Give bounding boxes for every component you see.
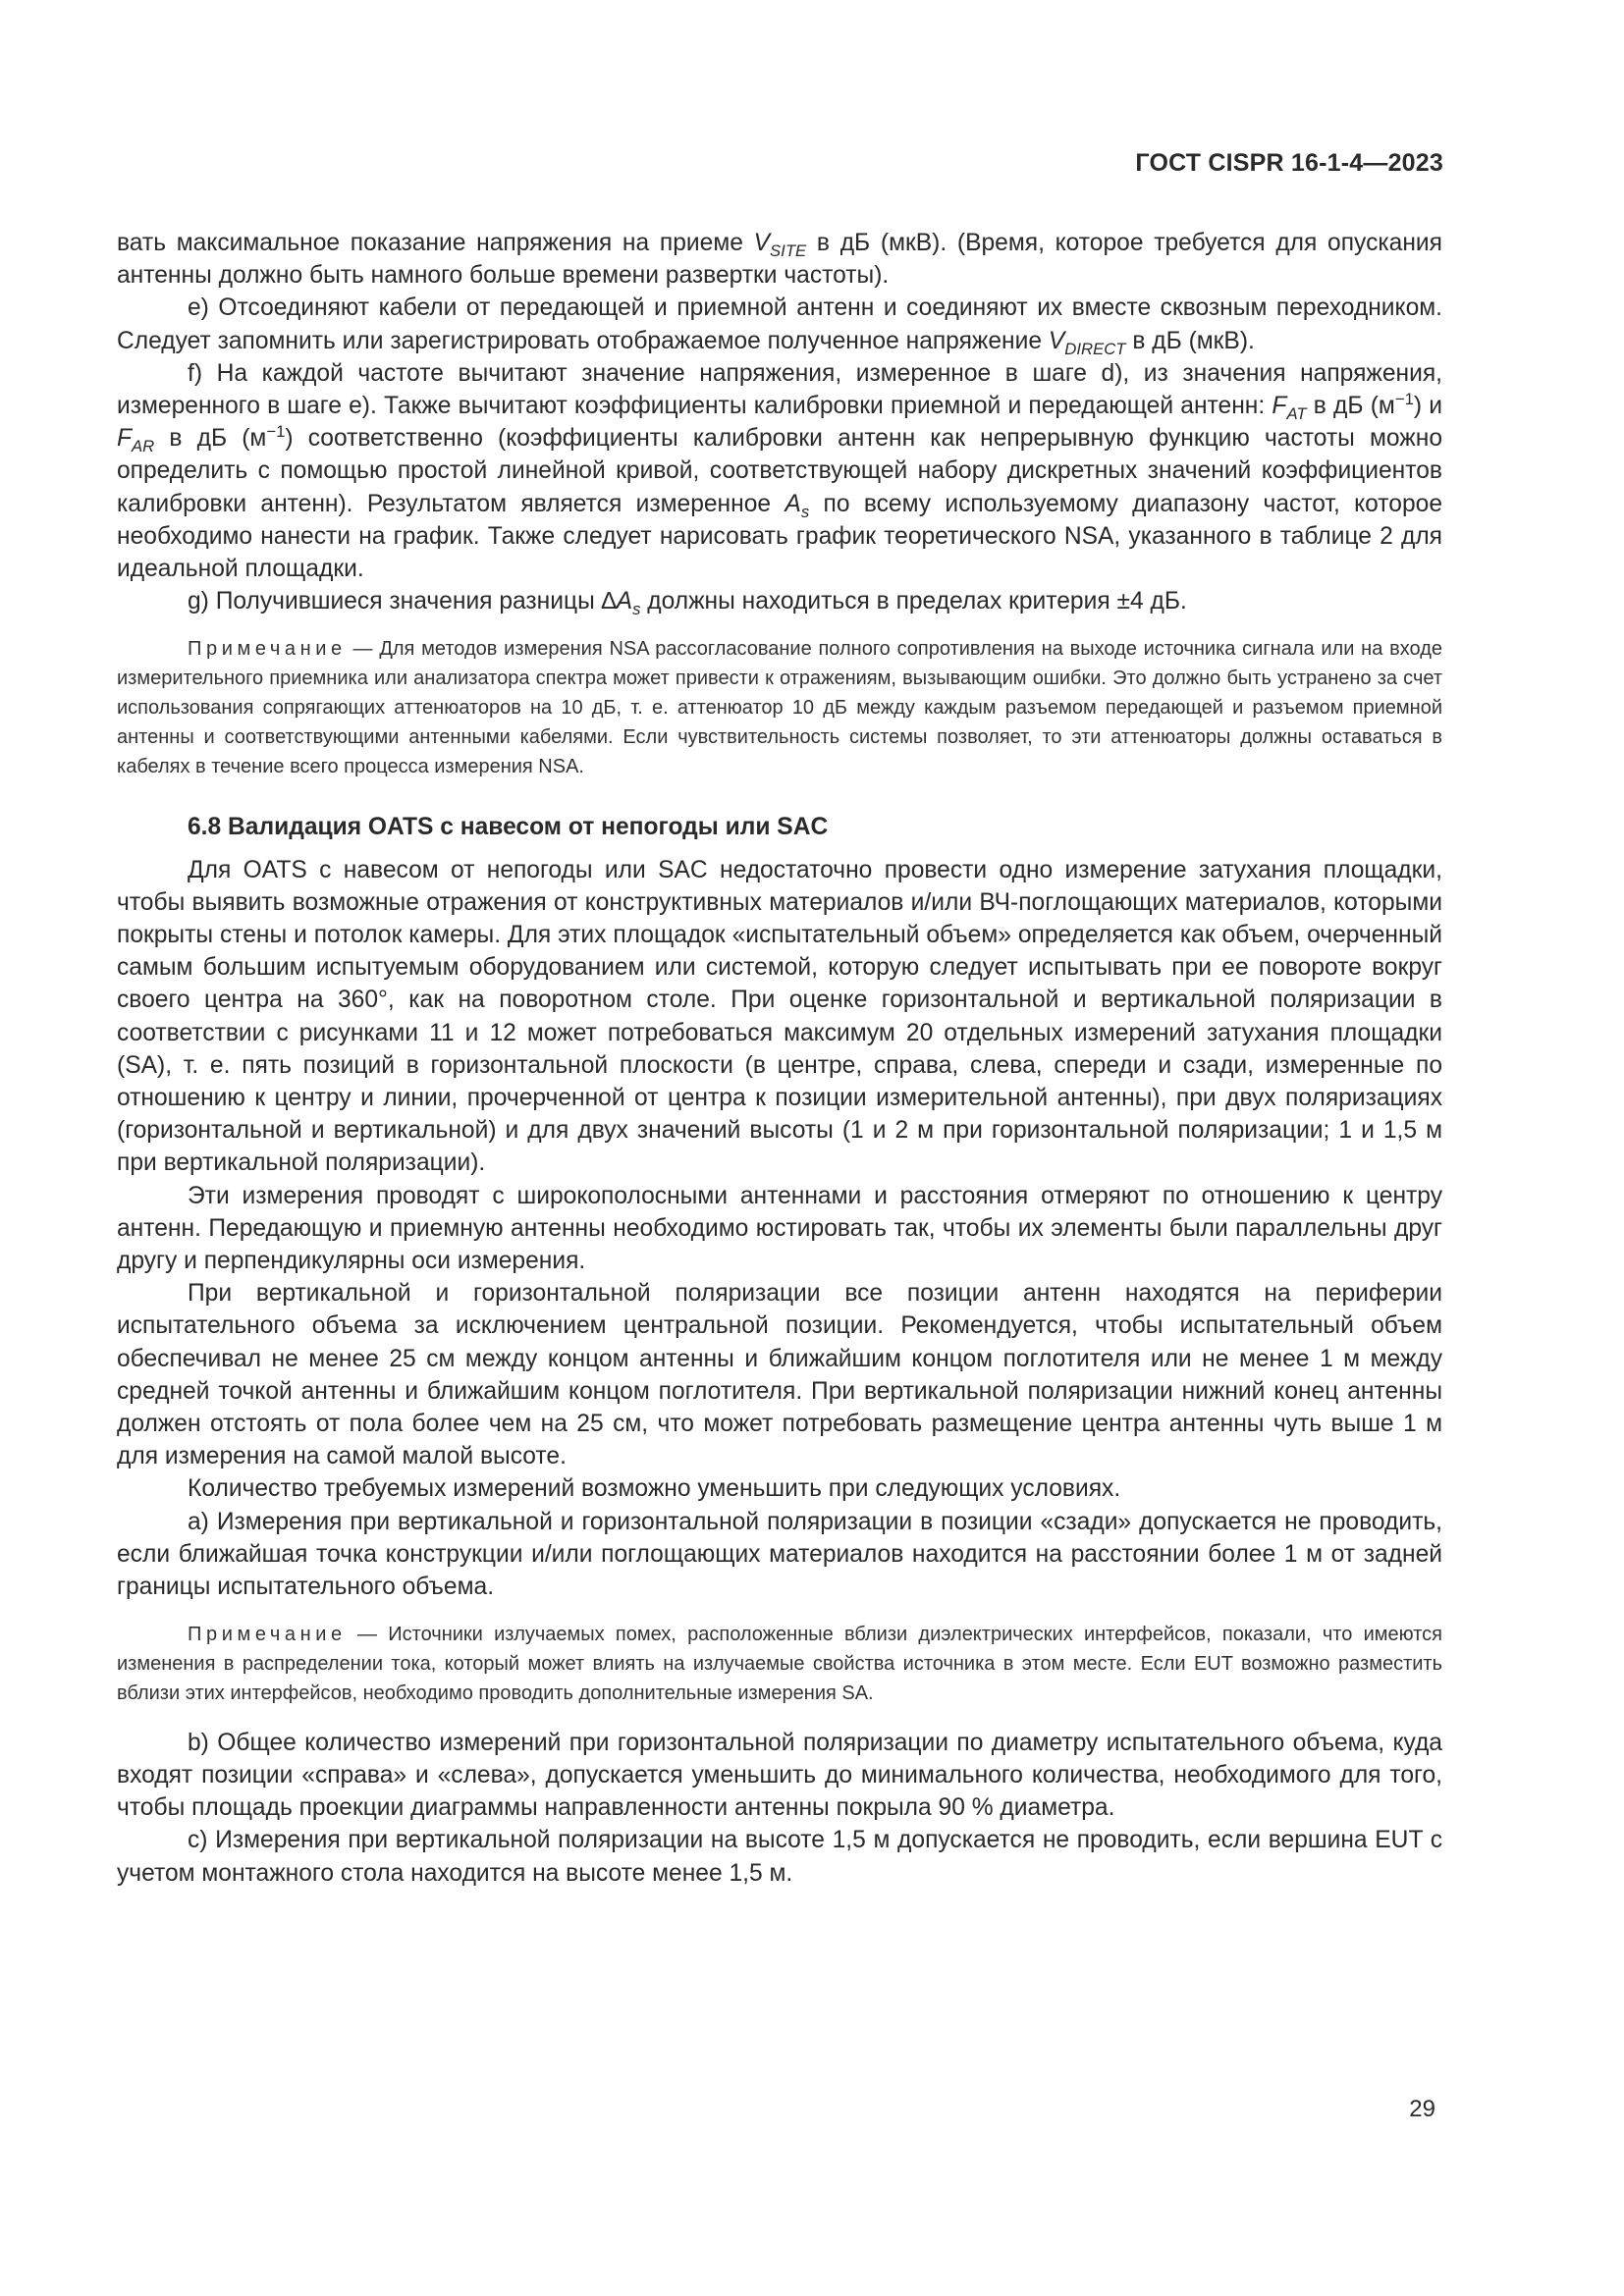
note-label: Примечание [188, 638, 347, 661]
math-v-direct [1048, 327, 1126, 358]
text-run: ) соответственно (коэффициенты калибровки антенн как непрерывную функцию частоты можно определить с помощью простой линейной кривой, соответствующей набору дискретных значений коэффициентов калибровки антенн). Результатом является измеренное [117, 425, 1442, 517]
math-a-s [616, 588, 641, 619]
text-run: e) Отсоединяют кабели от передающей и приемной антенн и соединяют их вместе сквозным переходником. Следует запомнить или зарегистрировать отображаемое полученное напряжение [117, 294, 1442, 354]
math-symbol: F [117, 425, 133, 453]
paragraph-step-e [117, 292, 1442, 356]
text-run: в дБ (мкВ). [1125, 327, 1255, 354]
math-superscript: −1 [266, 422, 286, 442]
paragraph-body-1: Для OATS с навесом от непогоды или SAC недостаточно провести одно измерение затухания площадки, чтобы выявить возможные отражения от конструктивных материалов и/или ВЧ-поглощающих материалов, которыми покрыты стены и потолок камеры. Для этих площадок «испытательный объем» определяется как объем, очерченный самым большим испытуемым оборудованием или системой, которую следует испытывать при ее повороте вокруг своего центра на 360°, как на поворотном столе. При оценке горизонтальной и вертикальной поляризации в соответствии с рисунками 11 и 12 может потребоваться максимум 20 отдельных измерений затухания площадки (SA), т. е. пять позиций в горизонтальной плоскости (в центре, справа, слева, спереди и сзади, измеренные по отношению к центру и линии, прочерченной от центра к позиции измерительной антенны), при двух поляризациях (горизонтальной и вертикальной) и для двух значений высоты (1 и 2 м при горизонтальной поляризации; 1 и 1,5 м при вертикальной поляризации). [117, 856, 1442, 1177]
note-label: Примечание [188, 1624, 347, 1646]
math-subscript: AT [1286, 403, 1307, 423]
paragraph-item-c: c) Измерения при вертикальной поляризации на высоте 1,5 м допускается не проводить, если вершина EUT с учетом монтажного стола находится на высоте менее 1,5 м. [117, 1827, 1442, 1887]
paragraph-body-2: Эти измерения проводят с широкополосными антеннами и расстояния отмеряют по отношению к центру антенн. Передающую и приемную антенны необходимо юстировать так, чтобы их элементы были параллельны друг другу и перпендикулярны оси измерения. [117, 1182, 1442, 1275]
paragraph-body-4: Количество требуемых измерений возможно уменьшить при следующих условиях. [188, 1475, 1121, 1503]
document-header: ГОСТ CISPR 16-1-4—2023 [1135, 149, 1443, 177]
text-run: должны находиться в пределах критерия ±4 дБ. [640, 588, 1187, 615]
math-subscript: s [800, 502, 810, 521]
math-v-site [753, 230, 807, 260]
math-symbol: V [753, 230, 771, 256]
paragraph-body-3: При вертикальной и горизонтальной поляризации все позиции антенн находятся на периферии испытательного объема за исключением центральной позиции. Рекомендуется, чтобы испытательный объем обеспечивал не менее 25 см между концом антенны и ближайшим концом поглотителя или не менее 1 м между средней точкой антенны и ближайшим концом поглотителя. При вертикальной поляризации нижний конец антенны должен отстоять от пола более чем на 25 см, что может потребовать размещение центра антенны чуть выше 1 м для измерения на самой малой высоте. [117, 1280, 1442, 1470]
note-dielectric-interfaces [117, 1621, 1442, 1708]
math-subscript: SITE [770, 240, 807, 260]
text-run: f) На каждой частоте вычитают значение напряжения, измеренное в шаге d), из значения напряжения, измеренного в шаге e). Также вычитают коэффициенты калибровки приемной и передающей антенн: [117, 359, 1442, 420]
note-text: — Источники излучаемых помех, расположенные вблизи диэлектрических интерфейсов, показали, что имеются изменения в распределении тока, который может влиять на излучаемые свойства источника в этом месте. Если EUT возможно разместить вблизи этих интерфейсов, необходимо проводить дополнительные измерения SA. [117, 1624, 1442, 1704]
page-content [117, 227, 1442, 1890]
text-run: в дБ (м [154, 425, 267, 453]
math-symbol: V [1048, 327, 1065, 354]
note-text: — Для методов измерения NSA рассогласование полного сопротивления на выходе источника сигнала или на входе измерительного приемника или анализатора спектра может привести к отражениям, вызывающим ошибки. Это должно быть устранено за счет использования сопрягающих аттенюаторов на 10 дБ, т. е. аттенюатор 10 дБ между каждым разъемом передающей и разъемом приемной антенны и соответствующими антенными кабелями. Если чувствительность системы позволяет, то эти аттенюаторы должны оставаться в кабелях в течение всего процесса измерения NSA. [117, 638, 1442, 777]
note-nsa-attenuators [117, 635, 1442, 781]
math-symbol: F [1272, 393, 1287, 420]
math-symbol: A [785, 490, 801, 517]
text-run: по всему используемому диапазону частот, которое необходимо нанести на график. Также следует нарисовать график теоретического NSA, указанного в таблице 2 для идеальной площадки. [117, 490, 1442, 583]
math-subscript: AR [132, 437, 155, 456]
math-a-s [785, 490, 810, 521]
text-run: в дБ (мкВ). (Время, которое требуется для опускания антенны должно быть намного больше времени развертки частоты). [117, 230, 1442, 290]
text-run: в дБ (м [1306, 393, 1395, 420]
math-f-at [1272, 393, 1307, 423]
text-run: g) Получившиеся значения разницы ∆ [188, 588, 617, 615]
paragraph-item-b: b) Общее количество измерений при горизонтальной поляризации по диаметру испытательного объема, куда входят позиции «справа» и «слева», допускается уменьшить до минимального количества, необходимого для того, чтобы площадь проекции диаграммы направленности антенны покрыла 90 % диаметра. [117, 1729, 1442, 1822]
paragraph-step-f [117, 357, 1442, 585]
paragraph-continuation [117, 227, 1442, 292]
math-symbol: A [616, 588, 633, 615]
math-subscript: s [632, 600, 641, 619]
math-superscript: −1 [1394, 389, 1414, 408]
section-heading-6-8: 6.8 Валидация OATS с навесом от непогоды или SAC [188, 814, 829, 841]
text-run: вать максимальное показание напряжения на приеме [117, 230, 754, 256]
math-subscript: DIRECT [1064, 339, 1126, 358]
text-run: ) и [1413, 393, 1443, 420]
math-f-ar [117, 425, 155, 456]
paragraph-step-g [117, 585, 1442, 617]
paragraph-item-a: a) Измерения при вертикальной и горизонтальной поляризации в позиции «сзади» допускается не проводить, если ближайшая точка конструкции и/или поглощающих материалов находится на расстоянии более 1 м от задней границы испытательного объема. [117, 1508, 1442, 1601]
page-number: 29 [1409, 2096, 1435, 2122]
